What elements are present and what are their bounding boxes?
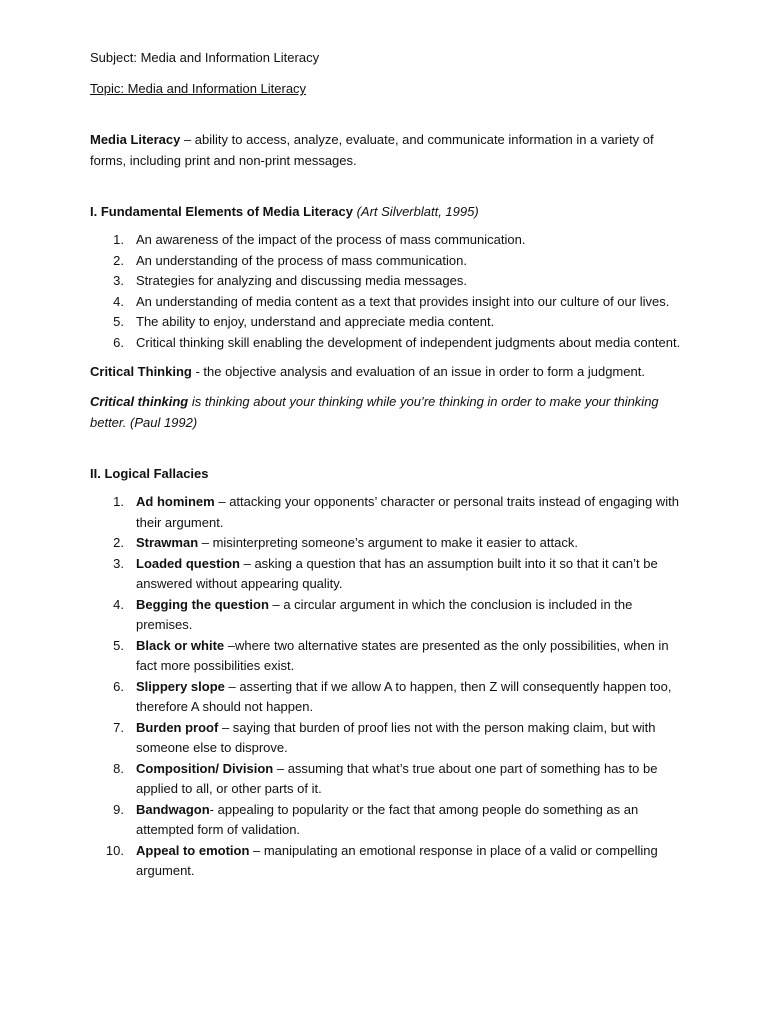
list-item-text: Critical thinking skill enabling the development of independent judgments about media content. [136,334,681,350]
fallacy-description: – attacking your opponents’ character or personal traits instead of engaging with their argument. [136,494,679,530]
fallacy-description: – manipulating an emotional response in place of a valid or compelling argument. [136,842,658,878]
list-item-number: 10. [105,842,124,858]
list-item-number: 1. [113,232,124,247]
topic-line: Topic: Media and Information Literacy [90,81,307,96]
list-item [90,333,690,354]
list-item-number: 4. [113,293,124,309]
list-item [90,841,690,882]
fallacy-description: – misinterpreting someone’s argument to make it easier to attack. [198,535,578,550]
fallacy-description: – saying that burden of proof lies not with the person making claim, but with someone else to disprove. [136,719,656,755]
media-literacy-text: – ability to access, analyze, evaluate, and communicate information in a variety of forms, including print and non-print messages. [90,132,654,168]
list-item-number: 4. [113,596,124,612]
section-1-title: I. Fundamental Elements of Media Literacy [90,204,353,219]
list-item-number: 2. [113,535,124,550]
list-item-text: An understanding of the process of mass communication. [136,252,467,268]
section-1-heading [90,201,690,222]
list-item [90,292,690,313]
list-item [90,271,690,292]
list-item-text: An understanding of media content as a text that provides insight into our culture of our lives. [136,293,670,309]
fallacy-term: Black or white [136,637,225,653]
fallacy-term: Bandwagon [136,801,210,817]
list-item [90,492,690,533]
critical-thinking-definition [90,361,690,382]
critical-thinking-term: Critical Thinking [90,364,192,379]
list-item [90,759,690,800]
fallacy-description: –where two alternative states are presented as the only possibilities, when in fact more possibilities exist. [136,637,669,673]
section-2-heading [90,463,690,484]
list-item-text: An awareness of the impact of the process of mass communication. [136,232,526,247]
list-item [90,533,690,554]
list-item-number: 2. [113,252,124,268]
list-item [90,230,690,251]
list-item [90,312,690,333]
fundamental-elements-list [90,230,690,353]
list-item [90,595,690,636]
media-literacy-definition [90,129,690,171]
fallacy-description: – a circular argument in which the conclusion is included in the premises. [136,596,633,632]
fallacy-term: Slippery slope [136,678,225,694]
list-item [90,800,690,841]
fallacy-description: – asking a question that has an assumption built into it so that it can’t be answered without appearing quality. [136,555,658,591]
list-item-number: 5. [113,637,124,653]
fallacy-description: – asserting that if we allow A to happen, then Z will consequently happen too, therefore A should not happen. [136,678,672,714]
list-item [90,636,690,677]
fallacy-term: Appeal to emotion [136,842,250,858]
list-item [90,718,690,759]
logical-fallacies-list [90,492,690,882]
fallacy-term: Composition/ Division [136,760,274,776]
fallacy-term: Ad hominem [136,494,215,509]
list-item [90,251,690,272]
list-item [90,677,690,718]
list-item-number: 3. [113,273,124,288]
list-item-number: 1. [113,494,124,509]
critical-thinking-quote [90,391,690,433]
list-item-number: 5. [113,314,124,329]
document-page [90,47,690,882]
list-item-number: 8. [113,760,124,776]
critical-thinking-text: - the objective analysis and evaluation of an issue in order to form a judgment. [191,364,645,379]
fallacy-description: - appealing to popularity or the fact that among people do something as an attempted form of validation. [136,801,639,837]
media-literacy-term: Media Literacy [90,132,181,147]
section-2-title: II. Logical Fallacies [90,466,209,481]
fallacy-term: Burden proof [136,719,219,735]
list-item-number: 6. [113,334,124,350]
critical-thinking-quote-text: is thinking about your thinking while you’re thinking in order to make your thinking better. (Paul 1992) [90,394,659,430]
list-item-text: Strategies for analyzing and discussing media messages. [136,273,467,288]
list-item-number: 9. [113,801,124,817]
critical-thinking-quote-term: Critical thinking [90,394,189,409]
section-1-citation: (Art Silverblatt, 1995) [356,204,479,219]
fallacy-term: Strawman [136,535,199,550]
list-item-text: The ability to enjoy, understand and appreciate media content. [136,314,495,329]
list-item-number: 3. [113,555,124,571]
fallacy-term: Begging the question [136,596,269,612]
fallacy-description: – assuming that what’s true about one part of something has to be applied to all, or other parts of it. [136,760,658,796]
list-item-number: 7. [113,719,124,735]
list-item-number: 6. [113,678,124,694]
subject-line: Subject: Media and Information Literacy [90,50,320,65]
list-item [90,554,690,595]
fallacy-term: Loaded question [136,555,240,571]
